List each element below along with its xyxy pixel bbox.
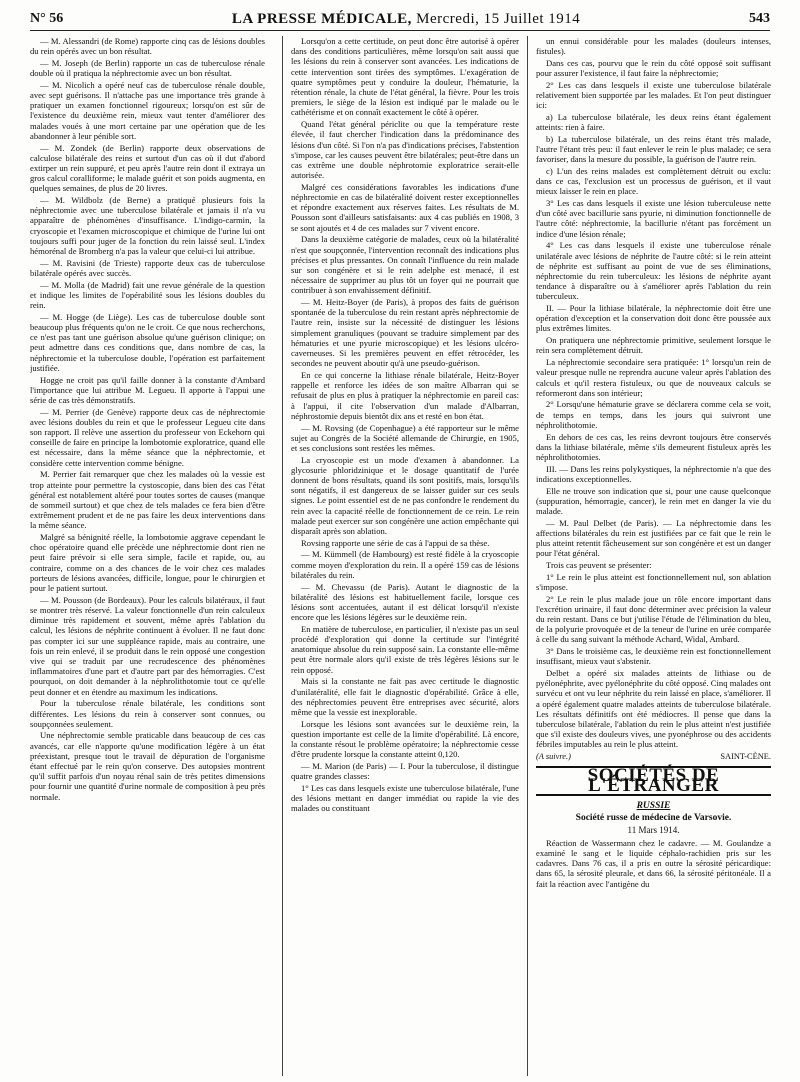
- article-paragraph: Réaction de Wassermann chez le cadavre. — M. Goulandze a examiné le sang et le liquide céphalo-rachidien pris sur les cadavres. Dans 76 cas, il a pris en outre la sérosité péricardique: dans 65, la sérosité pleurale, et dans 66, la sérosité péritonéale. Il a fait la réaction avec l'antigène du: [536, 837, 771, 889]
- article-paragraph: — M. Zondek (de Berlin) rapporte deux observations de calculose bilatérale des reins et surtout d'un cas où il dut d'abord extirper un rein suppuré, et peu après l'autre rein dont il extraya un gros calcul coralliforme; le malade guérit et son poids augmenta, en quelques semaines, de plus de 20 livres.: [30, 142, 265, 194]
- article-paragraph: M. Perrier fait remarquer que chez les malades où la vessie est trop atteinte pour permettre la cystoscopie, dans bien des cas l'état général est notablement altéré pour toutes sortes de causes (manque de sommeil surtout) et que chez de tels malades ce fera bien d'être extrêmement prudent et de ne pas faire les deux interventions dans la même séance.: [30, 469, 265, 531]
- article-paragraph: 4° Les cas dans lesquels il existe une tuberculose rénale unilatérale avec lésions de néphrite de l'autre côté: si le rein atteint de néphrite est suffisant au point de vue de ses éliminations, néphrectomie du rein tuberculeux: les lésions de néphrite ayant tendance à disparaître ou à s'améliorer après l'ablation du rein tuberculeux.: [536, 240, 771, 302]
- article-paragraph: — M. Perrier (de Genève) rapporte deux cas de néphrectomie avec lésions doubles du rein et que le professeur Legueu cite dans son rapport. Il relève une assertion du professeur von Eckehorn qui conseille de faire en principe la lombotomie exploratrice, quand elle est nécessaire, dans la même séance que la néphrectomie, et considère cette intervention comme bénigne.: [30, 406, 265, 468]
- article-paragraph: 1° Le rein le plus atteint est fonctionnellement nul, son ablation s'impose.: [536, 571, 771, 592]
- article-paragraph: — M. Pousson (de Bordeaux). Pour les calculs bilatéraux, il faut se montrer très réservé. La valeur fonctionnelle d'un rein calculeux diminue très rapidement et souvent, même après l'ablation du calcul, les lésions de néphrite continuent à évoluer. Il ne faut donc pas compter ici sur une suppléance rapide, mais au contraire, une fois un rein enlevé, il se produit dans le rein opposé une congestion vive qui se traduit par une recrudescence des phénomènes inflammatoires d'une part et d'autre part par des hémorragies. C'est pourquoi, on doit demander à la néphrolithotomie tout ce qu'elle peut donner et en étendre au maximum les indications.: [30, 594, 265, 697]
- article-paragraph: 3° Les cas dans lesquels il existe une lésion tuberculeuse nette d'un côté avec bacillurie sans pyurie, ni diminution fonctionnelle de l'autre côté: néphrectomie, la bacillurie n'étant pas forcément un indice d'une lésion rénale;: [536, 198, 771, 239]
- article-paragraph: Une néphrectomie semble praticable dans beaucoup de ces cas avancés, car elle n'apporte qu'une modification légère à un état préexistant, presque tout le travail de dépuration de l'organisme étant effectué par le rein qu'on conserve. Des autopsies montrent qu'il suffit parfois d'un noyau rénal sain de très petites dimensions pour fournir une quantité d'urine normale de composition à peu près normale.: [30, 730, 265, 802]
- article-paragraph: La cryoscopie est un mode d'examen à abandonner. La glycosurie phloridzinique et le dosage quantitatif de l'urée donnent de bons résultats, quand ils sont positifs, mais, lorsqu'ils sont négatifs, il est dangereux de se laisser guider sur ces seuls signes. Le point essentiel est de ne pas confondre le rendement du rein avec la capacité réelle de fonctionnement de ce rein. Le rein malade peut exercer sur son congénère une action empêchante qui disparaît après son ablation.: [291, 454, 519, 537]
- to-be-continued: (A suivre.): [536, 751, 571, 761]
- article-paragraph: — M. Kümmell (de Hambourg) est resté fidèle à la cryoscopie comme moyen d'exploration du rein. Il a opéré 159 cas de lésions bilatérales du rein.: [291, 549, 519, 580]
- column-2: [282, 36, 519, 1076]
- article-paragraph: Lorsqu'on a cette certitude, on peut donc être autorisé à opérer dans des conditions particulières, même lorsqu'on sait aussi que les lésions du rein à conserver sont avancées. Les indications de cette intervention sont tirées des symptômes. L'exagération de quatre symptômes peut y conduire la douleur, l'hématurie, la rétention rénale, la chute de l'état général, la fièvre. Pour les trois premiers, le siège de la lésion est indiqué par le malade ou le cathétérisme et on connaît exactement le côté à opérer.: [291, 36, 519, 118]
- society-name: Société russe de médecine de Varsovie.: [575, 813, 732, 824]
- author-signature: SAINT-CÈNE.: [720, 751, 771, 761]
- signature-line: [536, 752, 771, 762]
- section-heading: SOCIÉTÉS DE L'ÉTRANGER: [536, 766, 771, 796]
- article-paragraph: a) La tuberculose bilatérale, les deux reins étant également atteints: rien à faire.: [536, 111, 771, 133]
- article-paragraph: Mais si la constante ne fait pas avec certitude le diagnostic d'unilatéralité, elle fait le diagnostic d'opérabilité. Grâce à elle, des néphrectomies peuvent être entreprises avec sécurité, alors même que la vessie est inexplorable.: [291, 676, 519, 717]
- article-paragraph: — M. Paul Delbet (de Paris). — La néphrectomie dans les affections bilatérales du rein est justifiées par ce fait que le rein le plus atteint retentit fâcheusement sur son congénère et est un danger pour l'état général.: [536, 517, 771, 559]
- article-paragraph: — M. Molla (de Madrid) fait une revue générale de la question et indique les limites de l'opérabilité sous les lésions doubles du rein.: [30, 279, 265, 311]
- article-paragraph: Trois cas peuvent se présenter:: [546, 559, 652, 570]
- article-paragraph: III. — Dans les reins polykystiques, la néphrectomie n'a que des indications exceptionnelles.: [536, 463, 771, 484]
- article-paragraph: Hogge ne croit pas qu'il faille donner à la constante d'Ambard l'importance que lui attribue M. Legueu. Il apporte à l'appui une série de cas très démonstratifs.: [30, 374, 265, 405]
- session-date: 11 Mars 1914.: [627, 824, 680, 835]
- article-paragraph: — M. Wildbolz (de Berne) a pratiqué plusieurs fois la néphrectomie avec une tuberculose bilatérale et jamais il n'a vu apparaître de phénomènes d'insuffisance. L'indigo-carmin, la cryoscopie et l'examen microscopique et chimique de l'urine lui ont toujours suffi pour juger de la fonction du rein laissé seul. L'index hémorénal de Bromberg n'a pas la valeur que celui-ci lui attribue.: [30, 195, 265, 257]
- article-paragraph: Lorsque les lésions sont avancées sur le deuxième rein, la question importante est celle de la limite d'opérabilité. Là encore, la constante résout le problème opératoire; la néphrectomie cesse d'être prudente lorsque la constante atteint 0,120.: [291, 718, 519, 760]
- article-paragraph: En ce qui concerne la lithiase rénale bilatérale, Heitz-Boyer rappelle et renforce les idées de son maître Albarran qui se refusait de plus en plus à pratiquer la néphrectomie en pareil cas: à l'appui, il cite l'observation d'un malade d'Albarran, néphrostomie depuis bientôt dix ans et resté en bon état.: [291, 370, 519, 421]
- article-paragraph: On pratiquera une néphrectomie primitive, seulement lorsque le rein sera complètement détruit.: [536, 335, 771, 356]
- article-paragraph: Rovsing rapporte une série de cas à l'appui de sa thèse.: [301, 537, 490, 548]
- article-paragraph: 2° Le rein le plus malade joue un rôle encore important dans l'excrétion urinaire, il faut donc déterminer avec précision la valeur du rein restant. Dans ce but j'utilise l'étude de l'élimination du bleu, de la polyurie provoquée et de la teneur de l'urine en urée comparée à celle du sang suivant la méthode Achard, Widal, Ambard.: [536, 593, 771, 645]
- article-paragraph: Dans ces cas, pourvu que le rein du côté opposé soit suffisant pour assurer l'existence, il faut faire la néphrectomie;: [536, 57, 771, 79]
- article-paragraph: un ennui considérable pour les malades (douleurs intenses, fistules).: [536, 36, 771, 57]
- article-paragraph: En dehors de ces cas, les reins devront toujours être conservés dans la lithiase bilatérale, même s'ils demeurent fistuleux après les néphrolithotomies.: [536, 431, 771, 462]
- article-paragraph: — M. Hogge (de Liège). Les cas de tuberculose double sont beaucoup plus fréquents qu'on ne le croit. Ce que nous recherchons, ce n'est pas tant une guérison absolue qu'une guérison clinique; on peut admettre dans ces conditions que, dans nombre de cas, la néphrectomie et la tuberculose double, l'opération est parfaitement justifiée.: [30, 311, 265, 373]
- article-paragraph: Dans la deuxième catégorie de malades, ceux où la bilatéralité n'est que soupçonnée, l'intervention reconnaît des indications plus précises et plus pressantes. On connaît l'influence du rein malade sur son congénère et si le rein adelphe est menacé, il est nécessaire de supprimer au plus tôt un foyer qui ne pourrait que contribuer à son envahissement définitif.: [291, 234, 519, 296]
- journal-name: LA PRESSE MÉDICALE,: [231, 10, 412, 27]
- article-paragraph: 2° Les cas dans lesquels il existe une tuberculose bilatérale relativement bien supportée par les malades. Et l'on peut distinguer ici:: [536, 79, 771, 111]
- article-paragraph: 2° Lorsqu'une hématurie grave se déclarera comme cela se voit, de temps en temps, dans les jours qui suivront une néphrolithotomie.: [536, 399, 771, 430]
- article-paragraph: Malgré sa bénignité réelle, la lombotomie aggrave cependant le choc opératoire quand elle précède une néphrectomie dont rien ne peut faire prévoir si elle sera simple, facile et rapide, ou, au contraire, comme on a des chances de le voir chez ces malades porteurs de lésions avancées, difficile, longue, pour le chirurgien et pour le patient surtout.: [30, 532, 265, 594]
- article-paragraph: Malgré ces considérations favorables les indications d'une néphrectomie en cas de bilatéralité doivent rester exceptionnelles et répondre exactement aux réserves faites. Les résultats de M. Pousson sont d'ailleurs satisfaisants: aux 4 cas publiés en 1908, 3 se sont ajoutés et 4 de ces malades sur 7 vivent encore.: [291, 181, 519, 233]
- article-paragraph: b) La tuberculose bilatérale, un des reins étant très malade, l'autre l'étant très peu: il faut enlever le rein le plus malade; ce sera favoriser, dans la mesure du possible, la guérison de l'autre rein.: [536, 133, 771, 165]
- article-paragraph: — M. Chevassu (de Paris). Autant le diagnostic de la bilatéralité des lésions est habituellement facile, lorsque ces lésions sont accentuées, autant il est délicat lorsqu'il n'existe encore que les lésions légères sur le deuxième rein.: [291, 581, 519, 623]
- article-paragraph: c) L'un des reins malades est complètement détruit ou exclu: dans ce cas, l'exclusion est un processus de guérison, et il vaut mieux laisser le rein en place.: [536, 165, 771, 197]
- article-paragraph: II. — Pour la lithiase bilatérale, la néphrectomie doit être une opération d'exception et la conservation doit donc être poussée aux plus extrêmes limites.: [536, 303, 771, 334]
- article-paragraph: — M. Ravisini (de Trieste) rapporte deux cas de tuberculose bilatérale opérés avec succès.: [30, 257, 265, 278]
- page-number: 543: [748, 11, 770, 26]
- article-paragraph: Quand l'état général périclite ou que la température reste élevée, il faut chercher l'indication dans la prédominance des lésions d'un côté. Si l'on n'a pas d'indications précises, l'abstention s'impose, car les causes peuvent être bilatérales; peut-être dans un cas extrême une double néphrotomie exploratrice serait-elle autorisée.: [291, 119, 519, 181]
- country-heading: RUSSIE: [636, 801, 671, 812]
- journal-title: [232, 11, 580, 28]
- article-paragraph: En matière de tuberculose, en particulier, il n'existe pas un seul procédé d'exploration qui donne la certitude sur l'intégrité anatomique absolue du rein supposé sain. La constante elle-même peut être normale alors qu'il existe de très légères lésions sur le rein opposé.: [291, 623, 519, 675]
- column-3-body: [536, 36, 771, 750]
- issue-number: N° 56: [30, 11, 64, 26]
- article-paragraph: 3° Dans le troisième cas, le deuxième rein est fonctionnellement insuffisant, mieux vaut s'abstenir.: [536, 646, 771, 667]
- column-3: [527, 36, 771, 1076]
- article-paragraph: — M. Joseph (de Berlin) rapporte un cas de tuberculose rénale double où il pratiqua la néphrectomie avec un bon résultat.: [30, 57, 265, 79]
- page-header: [30, 8, 770, 31]
- article-paragraph: Delbet a opéré six malades atteints de lithiase ou de pyélonéphrite, avec pyélonéphrite du côté opposé. Cinq malades ont survécu et ont vu leur néphrite du rein laissé en place, s'améliorer. Il a opéré également quatre malades atteints de tuberculose bilatérale. Les résultats définitifs ont été médiocres. Il pense que dans la tuberculose bilatérale, l'ablation du rein le plus atteint n'est justifiée que s'il existe des douleurs vives, une pyonéphrose ou des accidents fébriles imputables au rein le plus atteint.: [536, 667, 771, 750]
- article-paragraph: Pour la tuberculose rénale bilatérale, les conditions sont différentes. Les lésions du rein à conserver sont connues, ou soupçonnées seulement.: [30, 698, 265, 729]
- article-paragraph: — M. Alessandri (de Rome) rapporte cinq cas de lésions doubles du rein opérés avec un bon résultat.: [30, 36, 265, 57]
- article-paragraph: 1° Les cas dans lesquels existe une tuberculose bilatérale, l'une des lésions mettant en danger immédiat ou rapide la vie des malades ou constituant: [291, 782, 519, 814]
- article-paragraph: — M. Rovsing (de Copenhague) a été rapporteur sur le même sujet au Congrès de la Société allemande de Chirurgie, en 1905, et ses conclusions sont restées les mêmes.: [291, 422, 519, 453]
- article-paragraph: La néphrectomie secondaire sera pratiquée: 1° lorsqu'un rein de valeur presque nulle ne reprendra aucune valeur après l'ablation des calculs et qu'il restera fistuleux, ou que de nouveaux calculs se reformeront dans son intérieur;: [536, 357, 771, 398]
- article-paragraph: Elle ne trouve son indication que si, pour une cause quelconque (suppuration, hémorragie, cancer), le rein met en danger la vie du malade.: [536, 485, 771, 516]
- article-paragraph: — M. Nicolich a opéré neuf cas de tuberculose rénale double, avec sept guérisons. Il n'attache pas une importance très grande à pratiquer un examen fonctionnel rigoureux; lorsqu'on est sûr de l'existence du deuxième rein, mieux vaut tenter d'améliorer des malades voués à une mort certaine par une opération que de les abandonner à leur pénible sort.: [30, 79, 265, 141]
- column-1: [30, 36, 265, 1076]
- article-paragraph: — M. Heitz-Boyer (de Paris), à propos des faits de guérison spontanée de la tuberculose du rein restant après néphrectomie de l'autre rein, insiste sur la nécessité de distinguer les lésions simplement granuliques (pouvant se traduire simplement par des hématuries et une pyurie microscopique) et les lésions ulcéro-caverneuses. Si les premières peuvent en effet rétrocéder, les secondes ne peuvent aboutir qu'à une pseudo-guérison.: [291, 297, 519, 369]
- article-paragraph: — M. Marion (de Paris) — I. Pour la tuberculose, il distingue quatre grandes classes:: [291, 761, 519, 782]
- issue-date: Mercredi, 15 Juillet 1914: [416, 10, 581, 27]
